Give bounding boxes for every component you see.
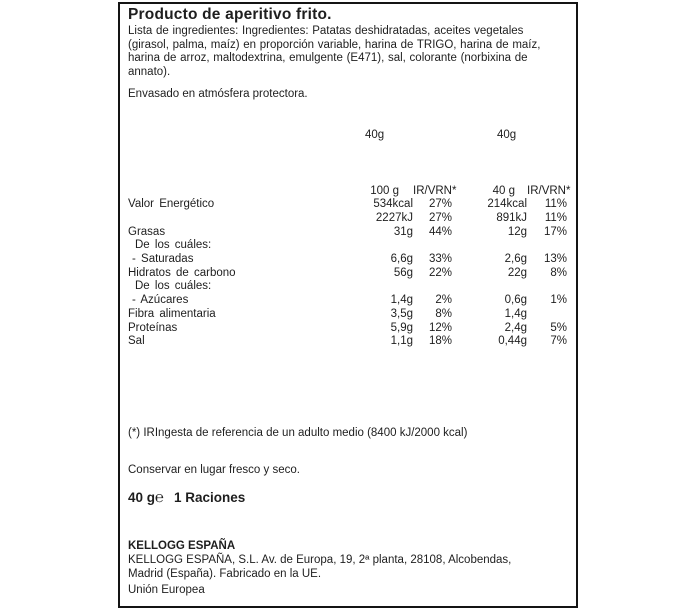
value-per-40g: 214kcal — [487, 198, 527, 211]
value-per-100g: 2227kJ — [375, 211, 413, 224]
pct-ir-100g: 27% — [428, 198, 452, 211]
pct-ir-100g: 12% — [428, 321, 452, 334]
pct-ir-100g — [413, 239, 452, 253]
value-per-40g — [452, 239, 527, 253]
estimated-sign: ℮ — [155, 489, 165, 507]
pct-ir-100g — [413, 280, 452, 294]
manufacturer-name: KELLOGG ESPAÑA — [128, 540, 236, 553]
value-per-100g: 6,6g — [390, 253, 413, 266]
nutrient-label: - Saturadas — [132, 253, 194, 266]
serving-size-100g-column: 40g — [365, 128, 385, 141]
pct-ir-40g: 1% — [550, 294, 567, 307]
manufacturer-region: Unión Europea — [128, 584, 205, 597]
product-label — [118, 2, 578, 608]
header-ir-vrn-100g: IR/VRN* — [413, 184, 457, 197]
serving-size-row — [128, 129, 568, 143]
nutrition-row-sugars — [128, 294, 567, 308]
pct-ir-100g: 27% — [428, 211, 452, 224]
pct-ir-100g: 33% — [428, 253, 452, 266]
nutrition-row-fibre — [128, 308, 567, 322]
net-weight-line — [128, 490, 568, 506]
manufacturer-block — [128, 540, 568, 598]
pct-ir-40g: 8% — [550, 266, 567, 279]
nutrition-row-of-which-carbs — [128, 280, 567, 294]
header-per-40g: 40 g — [492, 184, 515, 197]
value-per-100g — [298, 280, 413, 294]
storage-instructions: Conservar en lugar fresco y seco. — [128, 463, 300, 476]
pct-ir-40g: 11% — [544, 198, 567, 211]
pct-ir-40g: 11% — [544, 211, 567, 224]
nutrition-row-fat — [128, 226, 567, 240]
pct-ir-40g: 17% — [543, 225, 567, 238]
pct-ir-100g: 44% — [428, 225, 452, 238]
nutrient-label: Fibra alimentaria — [128, 307, 216, 320]
reference-intake-footnote: (*) IRIngesta de referencia de un adulto medio (8400 kJ/2000 kcal) — [128, 426, 468, 439]
value-per-40g: 12g — [507, 225, 527, 238]
header-ir-vrn-40g: IR/VRN* — [527, 184, 571, 197]
value-per-40g: 0,44g — [498, 335, 527, 348]
value-per-100g: 31g — [393, 225, 413, 238]
value-per-40g: 2,6g — [504, 253, 527, 266]
value-per-100g: 1,4g — [390, 294, 413, 307]
nutrition-row-energy-kj — [128, 212, 567, 226]
pct-ir-40g: 5% — [550, 321, 567, 334]
nutrition-row-saturates — [128, 253, 567, 267]
net-weight-value: 40 g — [128, 490, 156, 506]
pct-ir-100g: 2% — [435, 294, 452, 307]
value-per-40g: 1,4g — [504, 307, 527, 320]
pct-ir-100g: 18% — [428, 335, 452, 348]
nutrient-label: Hidratos de carbono — [128, 266, 236, 279]
pct-ir-40g — [527, 308, 567, 322]
serving-size-40g-column: 40g — [497, 128, 517, 141]
value-per-100g: 3,5g — [390, 307, 413, 320]
nutrition-table-header — [128, 184, 571, 199]
packaging-text: Envasado en atmósfera protectora. — [128, 87, 308, 100]
product-title: Producto de aperitivo frito. — [128, 6, 332, 23]
nutrition-table — [128, 184, 571, 349]
value-per-100g — [298, 239, 413, 253]
nutrition-row-carbohydrate — [128, 267, 567, 281]
nutrition-row-of-which-fat — [128, 239, 567, 253]
value-per-100g: 5,9g — [390, 321, 413, 334]
value-per-40g: 0,6g — [504, 294, 527, 307]
pct-ir-40g — [527, 239, 567, 253]
nutrition-row-protein — [128, 322, 567, 336]
value-per-40g: 22g — [507, 266, 527, 279]
nutrient-label: Valor Energético — [128, 198, 215, 211]
manufacturer-address-line1: KELLOGG ESPAÑA, S.L. Av. de Europa, 19, 2ª planta, 28108, Alcobendas, — [128, 554, 512, 567]
pct-ir-40g: 13% — [543, 253, 567, 266]
value-per-40g: 2,4g — [504, 321, 527, 334]
pct-ir-40g: 7% — [550, 335, 567, 348]
manufacturer-address-line2: Madrid (España). Fabricado en la UE. — [128, 567, 322, 580]
value-per-40g — [452, 280, 527, 294]
nutrient-label: - Azúcares — [132, 294, 189, 307]
nutrient-label: Proteínas — [128, 321, 178, 334]
pct-ir-100g: 8% — [435, 307, 452, 320]
header-per-100g: 100 g — [370, 184, 399, 197]
value-per-100g: 1,1g — [390, 335, 413, 348]
pct-ir-40g — [527, 280, 567, 294]
ingredients-text: Lista de ingredientes: Ingredientes: Patatas deshidratadas, aceites vegetales (girasol, palma, maíz) en proporción variable, harina de TRIGO, harina de maíz, harina de arroz, maltodextrina, emulgente (E471), sal, colorante (norbixina de annato). — [128, 25, 541, 79]
nutrient-label: De los cuáles: — [135, 239, 212, 252]
nutrient-label: De los cuáles: — [135, 280, 212, 293]
nutrient-label: Sal — [128, 335, 145, 348]
pct-ir-100g: 22% — [428, 266, 452, 279]
nutrient-label: Grasas — [128, 225, 166, 238]
value-per-40g: 891kJ — [496, 211, 527, 224]
value-per-100g: 534kcal — [373, 198, 413, 211]
nutrition-row-salt — [128, 335, 567, 349]
header-spacer — [128, 185, 298, 199]
servings-count: 1 Raciones — [174, 490, 246, 506]
nutrient-label — [128, 212, 298, 226]
nutrition-row-energy — [128, 198, 567, 212]
value-per-100g: 56g — [393, 266, 413, 279]
